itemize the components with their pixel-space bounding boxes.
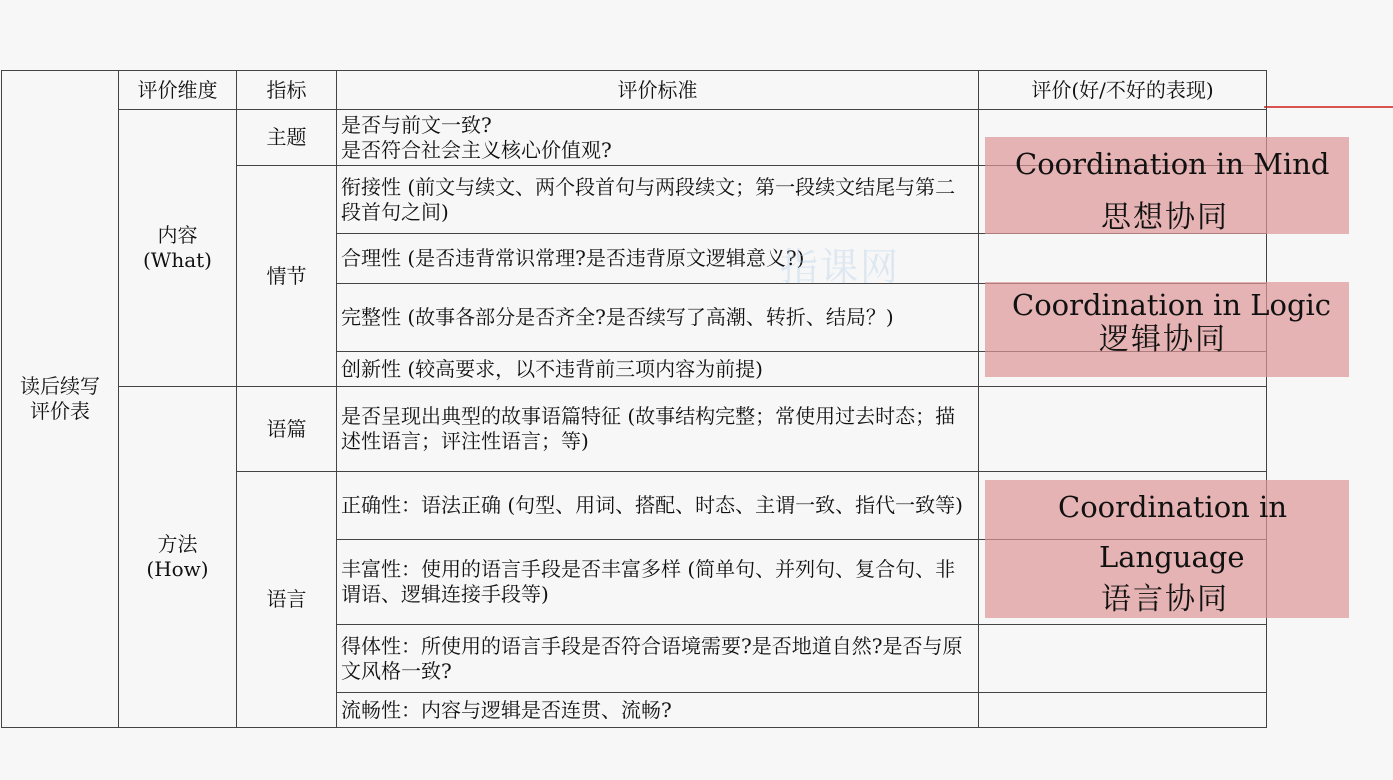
evaluation-cell [979, 693, 1267, 728]
table-title: 读后续写 评价表 [2, 71, 119, 728]
overlay-logic-en: Coordination in Logic [1012, 288, 1332, 322]
indicator-discourse: 语篇 [237, 387, 337, 472]
overlay-language-zh: 语言协同 [1101, 582, 1229, 617]
dimension-method: 方法 (How) [119, 387, 237, 728]
criteria-cell: 得体性：所使用的语言手段是否符合语境需要?是否地道自然?是否与原文风格一致? [337, 625, 979, 693]
criteria-cell: 是否与前文一致? 是否符合社会主义核心价值观? [337, 110, 979, 166]
criteria-cell: 创新性 (较高要求，以不违背前三项内容为前提) [337, 352, 979, 387]
criteria-cell: 正确性：语法正确 (句型、用词、搭配、时态、主谓一致、指代一致等) [337, 472, 979, 540]
criteria-cell: 合理性 (是否违背常识常理?是否违背原文逻辑意义?) [337, 234, 979, 284]
indicator-plot: 情节 [237, 166, 337, 387]
overlay-logic-zh: 逻辑协同 [1099, 322, 1227, 357]
table-row [2, 387, 1267, 472]
overlay-language [985, 480, 1349, 618]
red-accent-line [1264, 106, 1393, 108]
watermark: 指课网 [780, 245, 901, 289]
overlay-language-en-1: Coordination in [1058, 490, 1288, 524]
criteria-cell: 完整性 (故事各部分是否齐全?是否续写了高潮、转折、结局？) [337, 284, 979, 352]
indicator-language: 语言 [237, 472, 337, 728]
overlay-mind [985, 137, 1349, 234]
header-dimension: 评价维度 [119, 71, 237, 110]
header-indicator: 指标 [237, 71, 337, 110]
criteria-cell: 是否呈现出典型的故事语篇特征 (故事结构完整；常使用过去时态；描述性语言；评注性语言；等) [337, 387, 979, 472]
criteria-cell: 丰富性：使用的语言手段是否丰富多样 (简单句、并列句、复合句、非谓语、逻辑连接手段等) [337, 540, 979, 625]
dimension-content: 内容 (What) [119, 110, 237, 387]
header-row [2, 71, 1267, 110]
overlay-mind-en: Coordination in Mind [1015, 147, 1330, 181]
overlay-language-en-2: Language [1099, 540, 1245, 574]
header-criteria: 评价标准 [337, 71, 979, 110]
indicator-theme: 主题 [237, 110, 337, 166]
evaluation-cell [979, 625, 1267, 693]
evaluation-cell [979, 387, 1267, 472]
header-evaluation: 评价(好/不好的表现) [979, 71, 1267, 110]
overlay-logic [985, 282, 1349, 377]
criteria-cell: 衔接性 (前文与续文、两个段首句与两段续文；第一段续文结尾与第二段首句之间) [337, 166, 979, 234]
criteria-cell: 流畅性：内容与逻辑是否连贯、流畅? [337, 693, 979, 728]
evaluation-cell [979, 234, 1267, 284]
overlay-mind-zh: 思想协同 [1101, 200, 1229, 235]
